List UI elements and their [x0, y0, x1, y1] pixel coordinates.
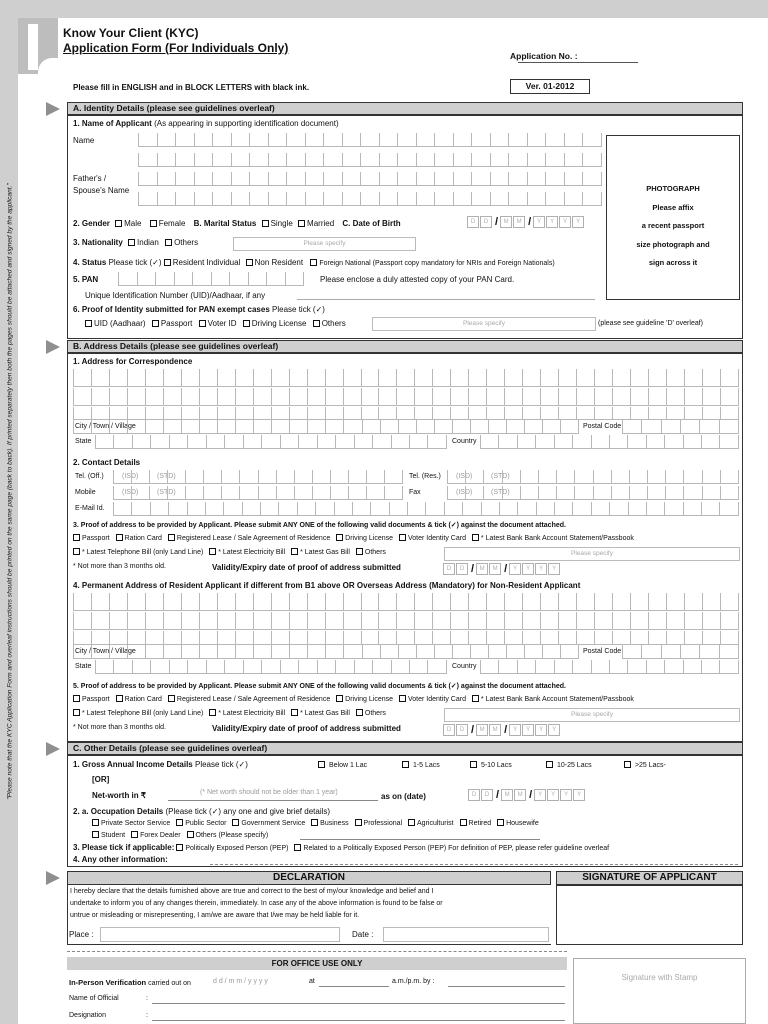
nonresident-checkbox[interactable]: [246, 259, 253, 266]
pep-row: 3. Please tick if applicable: Politically Exposed Person (PEP) Related to a Politically Exposed Person (PEP) For definition of PEP, please refer guideline overleaf: [73, 843, 610, 852]
signature-box[interactable]: [556, 885, 743, 945]
proof5-passport-checkbox[interactable]: [73, 695, 80, 702]
networth-date[interactable]: D D / M M / Y Y Y Y: [468, 789, 586, 801]
inperson-time[interactable]: [319, 986, 389, 987]
at-label: at: [309, 978, 315, 985]
income-10to25-option[interactable]: 10-25 Lacs: [546, 761, 592, 769]
uid-field[interactable]: [297, 299, 595, 300]
income-1to5-option[interactable]: 1-5 Lacs: [402, 761, 440, 769]
male-checkbox[interactable]: [115, 220, 122, 227]
ampm-label: a.m./p.m. by :: [392, 978, 435, 985]
nationality-row: 3. Nationality Indian Others: [73, 238, 199, 247]
corr-address-row1[interactable]: [73, 369, 739, 387]
married-checkbox[interactable]: [298, 220, 305, 227]
tel-off-label: Tel. (Off.): [75, 473, 104, 480]
proof5-validity-label: Validity/Expiry date of proof of address submitted: [212, 724, 401, 733]
fax-label: Fax: [409, 489, 421, 496]
photo-text-1: PHOTOGRAPH: [646, 184, 700, 193]
income-row: 1. Gross Annual Income Details Please tick (✓): [73, 760, 248, 769]
declaration-text-2: undertake to inform you of any changes therein, immediately. In case any of the above information is found to be false or: [70, 900, 443, 907]
passport-checkbox[interactable]: [152, 320, 159, 327]
or-label: [OR]: [92, 775, 110, 784]
perm-postal-label: Postal Code: [583, 648, 622, 655]
dob-field[interactable]: D D / M M / Y Y Y Y: [467, 216, 585, 228]
income-below1-option[interactable]: Below 1 Lac: [318, 761, 367, 769]
occupation-row: 2. a. Occupation Details (Please tick (✓) any one and give brief details): [73, 807, 331, 816]
proof5-telephone-checkbox[interactable]: [73, 709, 80, 716]
occ-others-field[interactable]: [300, 839, 540, 840]
proof-guideline: (please see guideline 'D' overleaf): [598, 320, 704, 327]
proof3-specify-field[interactable]: Please specify: [444, 547, 740, 561]
section-a-heading: A. Identity Details (please see guidelines overleaf): [67, 102, 743, 115]
father-cells-row1[interactable]: [138, 172, 602, 186]
name-cells-row2[interactable]: [138, 153, 602, 167]
uid-checkbox[interactable]: [85, 320, 92, 327]
nationality-specify-field[interactable]: Please specify: [233, 237, 416, 251]
indian-checkbox[interactable]: [128, 239, 135, 246]
proof3-options-row1: Passport Ration Card Registered Lease / Sale Agreement of Residence Driving License Voter Identity Card * Latest Bank Bank Account Statement/Passbook: [73, 534, 634, 542]
correspondence-label: 1. Address for Correspondence: [73, 357, 193, 366]
voterid-checkbox[interactable]: [199, 320, 206, 327]
single-checkbox[interactable]: [262, 220, 269, 227]
proof3-gas-checkbox[interactable]: [291, 548, 298, 555]
tel-res-cells[interactable]: [447, 470, 739, 484]
occ-professional-checkbox[interactable]: [355, 819, 362, 826]
proof3-ration-checkbox[interactable]: [116, 534, 123, 541]
proof5-electricity-checkbox[interactable]: [209, 709, 216, 716]
perm-state-label: State: [75, 663, 92, 670]
proof-identity-options: UID (Aadhaar) Passport Voter ID Driving License Others: [85, 319, 346, 328]
proof5-validity-date[interactable]: D D / M M / Y Y Y Y: [443, 724, 561, 736]
income-above25-option[interactable]: >25 Lacs-: [624, 761, 666, 769]
proof5-driving-checkbox[interactable]: [336, 695, 343, 702]
driving-license-checkbox[interactable]: [243, 320, 250, 327]
proof5-voter-checkbox[interactable]: [399, 695, 406, 702]
proof-address-3-label: 3. Proof of address to be provided by Applicant. Please submit ANY ONE of the following valid documents & tick (✓) against the document attached.: [73, 522, 566, 529]
office-heading: FOR OFFICE USE ONLY: [67, 957, 567, 970]
networth-note: (* Net worth should not be older than 1 year): [200, 789, 338, 796]
name-cells-row1[interactable]: [138, 133, 602, 147]
section-c-arrow: [46, 742, 60, 756]
resident-checkbox[interactable]: [164, 259, 171, 266]
proof5-options-row1: Passport Ration Card Registered Lease / Sale Agreement of Residence Driving License Voter Identity Card * Latest Bank Bank Account Statement/Passbook: [73, 695, 634, 703]
permanent-address-label: 4. Permanent Address of Resident Applicant if different from B1 above OR Overseas Address (Mandatory) for Non-Resident Applicant: [73, 581, 581, 590]
tel-res-isd: (ISD): [456, 473, 473, 480]
corr-city-label: City / Town / Village: [75, 423, 136, 430]
corr-country-label: Country: [452, 438, 477, 445]
fax-isd: (ISD): [456, 489, 473, 496]
declaration-text-3: untrue or misleading or misrepresenting, I am/we are aware that I/we may be held liable for it.: [70, 912, 360, 919]
place-field[interactable]: [100, 927, 340, 942]
email-label: E-Mail Id.: [75, 505, 105, 512]
tel-off-std: (STD): [157, 473, 176, 480]
proof3-driving-checkbox[interactable]: [336, 534, 343, 541]
name-label: Name: [73, 136, 95, 145]
official-field[interactable]: [152, 1003, 565, 1004]
photo-text-3: a recent passport: [641, 221, 705, 230]
proof3-options-row2: * Latest Telephone Bill (only Land Line) * Latest Electricity Bill * Latest Gas Bill Others: [73, 548, 386, 556]
office-divider: [67, 951, 567, 952]
others-checkbox[interactable]: [165, 239, 172, 246]
pan-cells[interactable]: [118, 272, 304, 286]
fax-cells[interactable]: [447, 486, 739, 500]
date-label: Date :: [352, 930, 374, 939]
as-on-label: as on (date): [381, 792, 426, 801]
mobile-isd: (ISD): [122, 489, 139, 496]
proof5-lease-checkbox[interactable]: [168, 695, 175, 702]
signature-heading: SIGNATURE OF APPLICANT: [556, 871, 743, 885]
occ-govt-checkbox[interactable]: [232, 819, 239, 826]
proof3-lease-checkbox[interactable]: [168, 534, 175, 541]
declaration-text-1: I hereby declare that the details furnished above are true and correct to the best of my/our knowledge and belief and I: [70, 888, 434, 895]
proof-address-5-label: 5. Proof of address to be provided by Applicant. Please submit ANY ONE of the following valid documents & tick (✓) against the document attached.: [73, 683, 566, 690]
status-row: 4. Status Please tick (✓) Resident Individual Non Resident Foreign National (Passport copy mandatory for NRIs and Foreign Nationals): [73, 258, 555, 267]
mobile-cells[interactable]: [113, 486, 403, 500]
pep-checkbox[interactable]: [176, 844, 183, 851]
proof5-others-checkbox[interactable]: [356, 709, 363, 716]
proof5-not-more: * Not more than 3 months old.: [73, 724, 166, 731]
any-other-field[interactable]: [210, 864, 738, 865]
perm-address-row2[interactable]: [73, 612, 739, 630]
perm-city-cells[interactable]: [73, 645, 579, 659]
declaration-arrow: [46, 871, 60, 885]
father-label-1: Father's /: [73, 174, 107, 183]
side-note: "Please note that the KYC Application Form and overleaf instructions should be printed on the same page (back to back). If printed separately then both the pages should be attached and signed by the applicant.": [6, 183, 14, 800]
related-pep-checkbox[interactable]: [294, 844, 301, 851]
declaration-date-field[interactable]: [383, 927, 549, 942]
occ-retired-checkbox[interactable]: [460, 819, 467, 826]
page-tab-marker: [18, 18, 58, 74]
tel-off-cells[interactable]: [113, 470, 403, 484]
pan-label: 5. PAN: [73, 275, 99, 284]
corr-city-cells[interactable]: [73, 420, 579, 434]
networth-field[interactable]: [168, 800, 378, 801]
foreign-checkbox[interactable]: [310, 259, 317, 266]
proof3-bank-checkbox[interactable]: [472, 534, 479, 541]
name-of-applicant: 1. Name of Applicant (As appearing in supporting identification document): [73, 119, 339, 128]
proof3-passport-checkbox[interactable]: [73, 534, 80, 541]
photo-text-4: size photograph and: [636, 239, 710, 249]
networth-label: Net-worth in ₹: [92, 791, 146, 800]
application-no-label: Application No. :: [510, 51, 578, 61]
any-other-label: 4. Any other information:: [73, 855, 168, 864]
perm-address-row3[interactable]: [73, 631, 739, 645]
occupation-options-row2: Student Forex Dealer Others (Please specify): [92, 831, 268, 839]
contact-details-label: 2. Contact Details: [73, 458, 141, 467]
proof-others-checkbox[interactable]: [313, 320, 320, 327]
photo-text-5: sign across it: [648, 258, 698, 267]
tel-res-std: (STD): [491, 473, 510, 480]
proof3-voter-checkbox[interactable]: [399, 534, 406, 541]
occ-housewife-checkbox[interactable]: [497, 819, 504, 826]
proof3-validity-label: Validity/Expiry date of proof of address submitted: [212, 563, 401, 572]
perm-country-cells[interactable]: [480, 660, 739, 674]
corr-state-cells[interactable]: [95, 435, 447, 449]
fax-std: (STD): [491, 489, 510, 496]
photo-text-2: Please affix: [652, 202, 694, 212]
proof3-telephone-checkbox[interactable]: [73, 548, 80, 555]
email-cells[interactable]: [113, 502, 739, 516]
gender-row: 2. Gender Male Female B. Marital Status Single Married C. Date of Birth: [73, 219, 401, 228]
occ-agriculturist-checkbox[interactable]: [408, 819, 415, 826]
section-c-heading: C. Other Details (please see guidelines overleaf): [67, 742, 743, 755]
version-box: Ver. 01-2012: [510, 79, 590, 94]
occ-private-checkbox[interactable]: [92, 819, 99, 826]
proof5-specify-field[interactable]: Please specify: [444, 708, 740, 722]
mobile-label: Mobile: [75, 489, 96, 496]
section-a-arrow: [46, 102, 60, 116]
occ-public-checkbox[interactable]: [176, 819, 183, 826]
proof-identity-label: 6. Proof of Identity submitted for PAN exempt cases Please tick (✓): [73, 305, 325, 314]
proof3-not-more: * Not more than 3 months old.: [73, 563, 166, 570]
mobile-std: (STD): [157, 489, 176, 496]
father-label-2: Spouse's Name: [73, 186, 130, 195]
income-5to10-option[interactable]: 5-10 Lacs: [470, 761, 512, 769]
father-cells-row2[interactable]: [138, 192, 602, 206]
proof-specify-field[interactable]: Please specify: [372, 317, 596, 331]
corr-postal-label: Postal Code: [583, 423, 622, 430]
occupation-options-row1: Private Sector Service Public Sector Government Service Business Professional Agriculturist Retired Housewife: [92, 819, 539, 827]
form-title: Know Your Client (KYC): [63, 26, 199, 40]
proof3-others-checkbox[interactable]: [356, 548, 363, 555]
declaration-heading: DECLARATION: [67, 871, 551, 885]
proof5-gas-checkbox[interactable]: [291, 709, 298, 716]
proof3-validity-date[interactable]: D D / M M / Y Y Y Y: [443, 563, 561, 575]
corr-address-row3[interactable]: [73, 407, 739, 420]
female-checkbox[interactable]: [150, 220, 157, 227]
perm-postal-cells[interactable]: [622, 645, 739, 659]
pan-note: Please enclose a duly attested copy of your PAN Card.: [320, 275, 515, 284]
proof3-electricity-checkbox[interactable]: [209, 548, 216, 555]
corr-state-label: State: [75, 438, 92, 445]
proof5-bank-checkbox[interactable]: [472, 695, 479, 702]
official-colon: :: [146, 995, 148, 1002]
inperson-row: In-Person Verification carried out on: [69, 978, 191, 987]
corr-postal-cells[interactable]: [622, 420, 739, 434]
photo-box[interactable]: [606, 135, 740, 300]
occ-student-checkbox[interactable]: [92, 831, 99, 838]
stamp-box[interactable]: Signature with Stamp: [573, 958, 746, 1024]
occ-others-checkbox[interactable]: [187, 831, 194, 838]
section-b-arrow: [46, 340, 60, 354]
occ-business-checkbox[interactable]: [311, 819, 318, 826]
application-no-field[interactable]: [518, 62, 638, 63]
proof5-ration-checkbox[interactable]: [116, 695, 123, 702]
inperson-date[interactable]: d d / m m / y y y y: [213, 978, 268, 985]
section-b-heading: B. Address Details (please see guidelines overleaf): [67, 340, 743, 353]
occ-forex-checkbox[interactable]: [131, 831, 138, 838]
proof5-options-row2: * Latest Telephone Bill (only Land Line) * Latest Electricity Bill * Latest Gas Bill Others: [73, 709, 386, 717]
tel-off-isd: (ISD): [122, 473, 139, 480]
corr-country-cells[interactable]: [480, 435, 739, 449]
instruction-text: Please fill in ENGLISH and in BLOCK LETTERS with black ink.: [73, 83, 310, 92]
designation-colon: :: [146, 1012, 148, 1019]
designation-field[interactable]: [152, 1020, 565, 1021]
official-label: Name of Official: [69, 995, 119, 1002]
uid-label: Unique Identification Number (UID)/Aadhaar, if any: [85, 291, 266, 300]
tel-res-label: Tel. (Res.): [409, 473, 441, 480]
designation-label: Designation: [69, 1012, 106, 1019]
perm-state-cells[interactable]: [95, 660, 447, 674]
perm-city-label: City / Town / Village: [75, 648, 136, 655]
corr-address-row2[interactable]: [73, 388, 739, 406]
form-subtitle: Application Form (For Individuals Only): [63, 41, 289, 55]
perm-country-label: Country: [452, 663, 477, 670]
perm-address-row1[interactable]: [73, 593, 739, 611]
inperson-by[interactable]: [448, 986, 565, 987]
place-label: Place :: [69, 930, 94, 939]
